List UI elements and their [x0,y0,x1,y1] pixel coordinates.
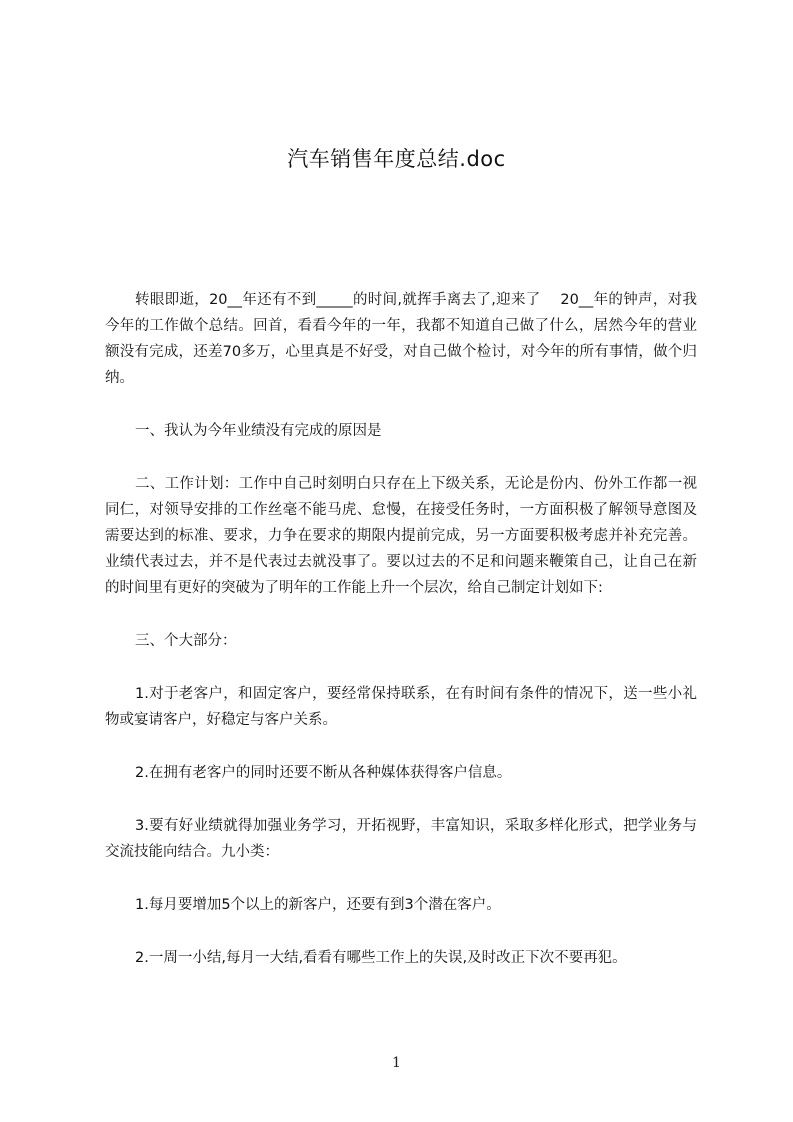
paragraph-intro: 转眼即逝，20__年还有不到_____的时间,就挥手离去了,迎来了 20__年的钟声，对我今年的工作做个总结。回首，看看今年的一年，我都不知道自己做了什么，居然今年的营业额没有完成，还差70多万，心里真是不好受，对自己做个检讨，对今年的所有事情，做个归纳。 [105,292,697,386]
list-item-new-customers: 1.每月要增加5个以上的新客户，还要有到3个潜在客户。 [135,897,501,913]
list-item-learning: 3.要有好业绩就得加强业务学习，开拓视野，丰富知识，采取多样化形式，把学业务与交流技能向结合。九小类： [105,818,697,860]
paragraph-work-plan: 二、工作计划：工作中自己时刻明白只存在上下级关系，无论是份内、份外工作都一视同仁，对领导安排的工作丝毫不能马虎、怠慢，在接受任务时，一方面积极了解领导意图及需要达到的标准、要求，力争在要求的期限内提前完成，另一方面要积极考虑并补充完善。业绩代表过去，并不是代表过去就没事了。要以过去的不足和问题来鞭策自己，让自己在新的时间里有更好的突破为了明年的工作能上升一个层次，给自己制定计划如下: [105,476,697,596]
list-item-media-info: 2.在拥有老客户的同时还要不断从各种媒体获得客户信息。 [135,765,512,781]
document-body [105,287,697,998]
section-heading-reasons: 一、我认为今年业绩没有完成的原因是 [135,423,382,439]
list-item-weekly-summary: 2.一周一小结,每月一大结,看看有哪些工作上的失误,及时改正下次不要再犯。 [135,950,627,966]
section-heading-parts: 三、个大部分： [135,633,237,649]
page-number: 1 [392,1055,401,1071]
list-item-old-customers: 1.对于老客户，和固定客户，要经常保持联系，在有时间有条件的情况下，送一些小礼物或宴请客户，好稳定与客户关系。 [105,686,697,728]
document-title: 汽车销售年度总结.doc [287,147,506,171]
